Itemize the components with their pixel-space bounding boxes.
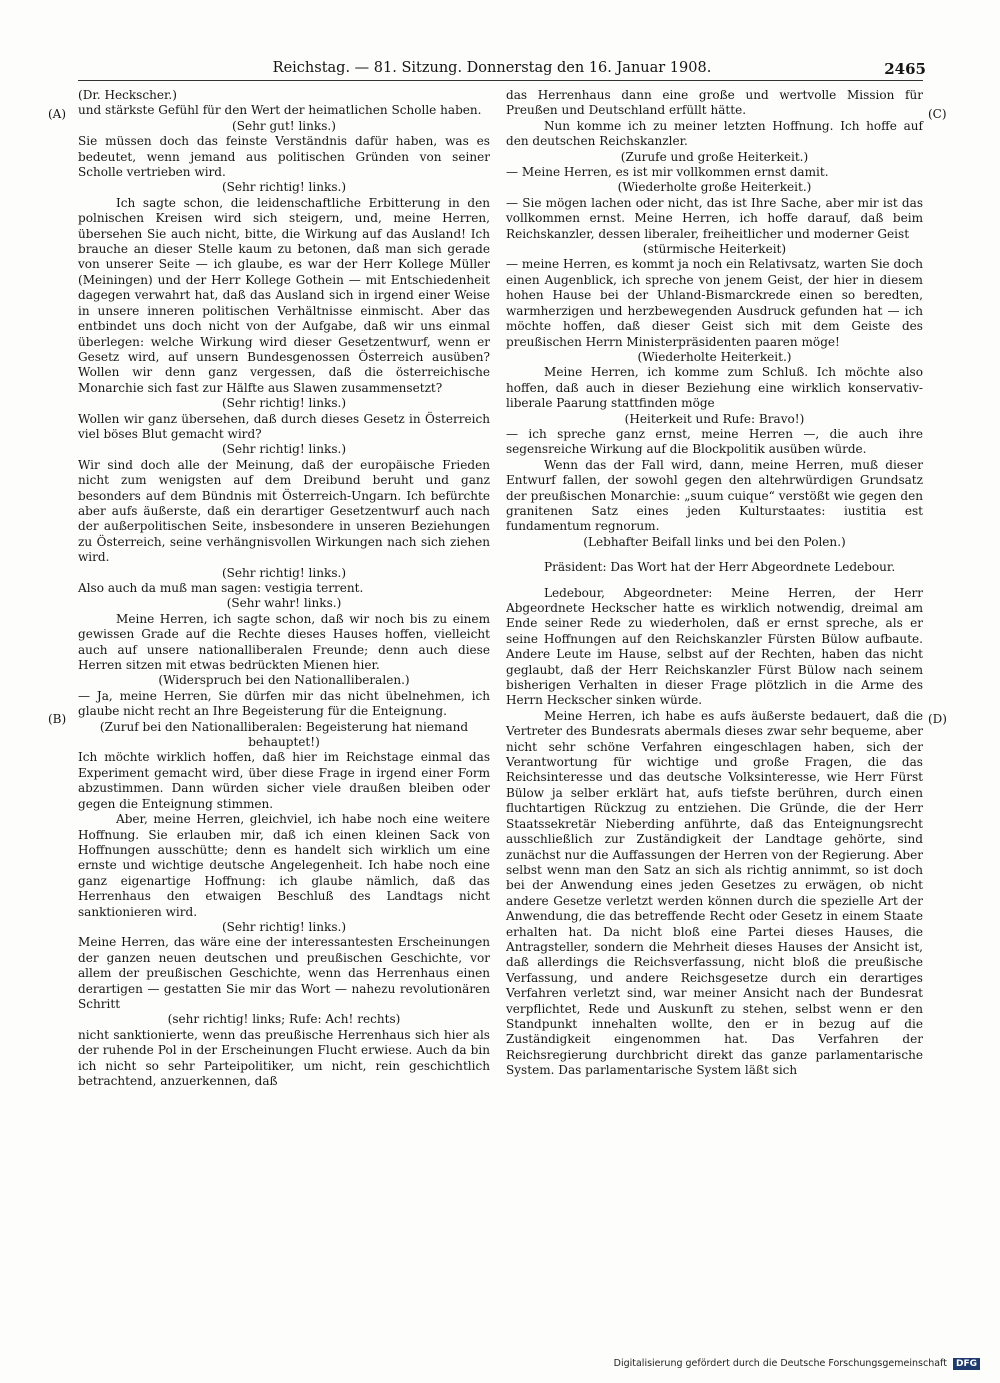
paragraph: Meine Herren, ich habe es aufs äußerste bedauert, daß die Vertreter des Bundesrats abermals dieses zwar sehr bequeme, aber nicht sehr schöne Verfahren eingeschlagen haben, sich der Verantwortung für wichtige und große Fragen, die das Reichsinteresse und das deutsche Volksinteresse, wie Herr Fürst Bülow ja selber erklärt hat, aufs tiefste berühren, durch einen fluchtartigen Rückzug zu entziehen. Die Gründe, die der Herr Staatssekretär Nieberding anführte, daß das Enteignungsrecht ausschließlich zur Zuständigkeit der Landtage gehörte, sind zunächst nur die Auffassungen der Herren von der Regierung. Aber selbst wenn man den Satz an sich als richtig annimmt, so ist doch bei der Anwendung eines jeden Gesetzes zu erwägen, ob nicht andere Gesetze verletzt werden können durch die spezielle Art der Anwendung, die das betreffende Recht oder Gesetz in einem Staate erhalten hat. Da nicht bloß eine Partei dieses Hauses, die Antragsteller, sondern die Mehrheit dieses Hauses der Ansicht ist, daß allerdings die Reichsverfassung, nicht bloß die preußische Verfassung, und andere Reichsgesetze durch ein derartiges Verfahren verletzt sind, war meiner Ansicht nach der Bundesrat verpflichtet, Rede und Auskunft zu stehen, selbst wenn er den Standpunkt innehalten wollte, den er in bezug auf die Zuständigkeit eingenommen hat. Das Verfahren der Reichsregierung durchbricht direkt das ganze parlamentarische System. Das parlamentarische System läßt sich [506, 708, 923, 1078]
interjection: (Sehr richtig! links.) [221, 442, 347, 457]
paragraph: — Sie mögen lachen oder nicht, das ist Ihre Sache, aber mir ist das vollkommen ernst. Meine Herren, ich hoffe darauf, daß beim Reichskanzler, dessen liberaler, freiheitlicher und moderner Geist [506, 195, 923, 241]
interjection: (Sehr richtig! links.) [221, 396, 347, 411]
paragraph: Meine Herren, das wäre eine der interessantesten Erscheinungen der ganzen neuen deutschen und preußischen Geschichte, vor allem der preußischen Geschichte, wenn das Herrenhaus einen derartigen — gestatten Sie mir das Wort — nahezu revolutionären Schritt [78, 935, 490, 1011]
footer-credit [614, 1358, 980, 1370]
speaker-continuation: (Dr. Heckscher.) [78, 88, 177, 102]
interjection: (Sehr wahr! links.) [226, 596, 342, 611]
paragraph: das Herrenhaus dann eine große und wertvolle Mission für Preußen und Deutschland erfüllt hätte. [506, 88, 923, 118]
right-column [506, 88, 923, 1079]
paragraph: Ich sagte schon, die leidenschaftliche Erbitterung in den polnischen Kreisen wird sich steigern, und, meine Herren, übersehen Sie auch nicht, bitte, die Wirkung auf das Ausland! Ich brauche an dieser Stelle kaum zu betonen, daß man sich gerade von unserer Seite — ich glaube, es war der Herr Kollege Müller (Meiningen) und der Herr Kollege Gothein — mit Entschiedenheit dagegen verwahrt hat, daß das Ausland sich in irgend einer Weise in unsere inneren politischen Verhältnisse einmischt. Aber das entbindet uns doch nicht von der Aufgabe, daß wir uns einmal überlegen: welche Wirkung wird dieser Gesetzentwurf, wenn er Gesetz wird, auf unsern Bundesgenossen Österreich ausüben? Wollen wir denn ganz vergessen, daß die österreichische Monarchie sich fast zur Hälfte aus Slawen zusammensetzt? [78, 195, 490, 395]
paragraph: nicht sanktionierte, wenn das preußische Herrenhaus sich hier als der ruhende Pol in der Erscheinungen Flucht erwiese. Auch da bin ich nicht so sehr Parteipolitiker, um nicht, rein geschichtlich betrachtend, anzuerkennen, daß [78, 1027, 490, 1088]
margin-marker-d: (D) [928, 712, 947, 726]
header-rule [78, 80, 923, 81]
margin-marker-b: (B) [48, 712, 67, 726]
paragraph: Nun komme ich zu meiner letzten Hoffnung. Ich hoffe auf den deutschen Reichskanzler. [506, 118, 923, 149]
page-number: 2465 [884, 60, 926, 78]
interjection: (Widerspruch bei den Nationalliberalen.) [158, 673, 410, 688]
interjection: (Sehr richtig! links.) [221, 919, 347, 934]
interjection: (sehr richtig! links; Rufe: Ach! rechts) [167, 1012, 401, 1027]
paragraph: Sie müssen doch das feinste Verständnis dafür haben, was es bedeutet, wenn jemand aus politischen Gründen von seiner Scholle vertrieben wird. [78, 134, 490, 180]
interjection: (Zurufe und große Heiterkeit.) [620, 149, 809, 164]
paragraph: Wenn das der Fall wird, dann, meine Herren, muß dieser Entwurf fallen, der sowohl gegen den altehrwürdigen Grundsatz der preußischen Monarchie: „suum cuique“ verstößt wie gegen den granitenen Satz eines jeden Kulturstaates: iustitia est fundamentum regnorum. [506, 457, 923, 534]
paragraph: Also auch da muß man sagen: vestigia terrent. [78, 581, 364, 595]
interjection: (Wiederholte Heiterkeit.) [637, 349, 792, 364]
paragraph: Aber, meine Herren, gleichviel, ich habe noch eine weitere Hoffnung. Sie erlauben mir, daß ich einen kleinen Sack von Hoffnungen ausschütte; denn es handelt sich wirklich um eine ernste und wichtige deutsche Angelegenheit. Ich habe noch eine ganz eigenartige Hoffnung: ich glaube nämlich, daß das Herrenhaus den etwaigen Beschluß des Landtags nicht sanktionieren wird. [78, 812, 490, 919]
speaker-paragraph: Ledebour, Abgeordneter: Meine Herren, der Herr Abgeordnete Heckscher hatte es wirklich notwendig, dreimal am Ende seiner Rede zu wiederholen, daß er ernst spreche, als er seine Hoffnungen auf den Reichskanzler Fürsten Bülow aufbaute. Andere Leute im Hause, selbst auf der Rechten, haben das nicht geglaubt, daß der Herr Reichskanzler Fürst Bülow nach seinem bisherigen Verhalten in dieser Frage plötzlich in die Arme des Herrn Heckscher sinken würde. [506, 585, 923, 708]
president-statement: Präsident: Das Wort hat der Herr Abgeordnete Ledebour. [544, 560, 896, 575]
interjection: (Sehr richtig! links.) [221, 565, 347, 580]
interjection: (Heiterkeit und Rufe: Bravo!) [624, 411, 805, 426]
paragraph: — Ja, meine Herren, Sie dürfen mir das nicht übelnehmen, ich glaube nicht recht an Ihre Begeisterung für die Enteignung. [78, 688, 490, 719]
paragraph: und stärkste Gefühl für den Wert der heimatlichen Scholle haben. [78, 103, 482, 118]
interjection: (stürmische Heiterkeit) [642, 242, 787, 257]
paragraph: Ich möchte wirklich hoffen, daß hier im Reichstage einmal das Experiment gemacht wird, über diese Frage in irgend einer Form abzustimmen. Dann würden sicher viele draußen bleiben oder gegen die Enteignung stimmen. [78, 750, 490, 811]
interjection: (Lebhafter Beifall links und bei den Polen.) [583, 534, 846, 549]
interjection: (Sehr richtig! links.) [221, 180, 347, 195]
interjection: (Sehr gut! links.) [232, 118, 336, 133]
paragraph: Wir sind doch alle der Meinung, daß der europäische Frieden nicht zum wenigsten auf dem Dreibund beruht und ganz besonders auf dem Bündnis mit Österreich-Ungarn. Ich befürchte aber aufs äußerste, daß ein derartiger Gesetzentwurf auch nach der außerpolitischen Seite, insbesondere in unseren Beziehungen zu Österreich, seine verhängnisvollen Wirkungen nach sich ziehen wird. [78, 457, 490, 565]
paragraph: — Meine Herren, es ist mir vollkommen ernst damit. [506, 165, 829, 180]
margin-marker-a: (A) [48, 107, 67, 121]
interjection: (Wiederholte große Heiterkeit.) [617, 180, 812, 195]
paragraph: Meine Herren, ich sagte schon, daß wir noch bis zu einem gewissen Grade auf die Rechte dieses Hauses hoffen, vielleicht auch auf unsere nationalliberalen Freunde; denn auch diese Herren sitzen mit etwas bedrückten Mienen hier. [78, 611, 490, 673]
footer-text: Digitalisierung gefördert durch die Deutsche Forschungsgemeinschaft [613, 1358, 947, 1369]
left-column [78, 88, 490, 1089]
margin-marker-c: (C) [928, 107, 947, 121]
paragraph: — meine Herren, es kommt ja noch ein Relativsatz, warten Sie doch einen Augenblick, ich spreche von jenem Geist, der hier in diesem hohen Hause bei der Uhland-Bismarckrede einen so beredten, warmherzigen und herzbewegenden Ausdruck gefunden hat — ich möchte hoffen, daß dieser Geist sich mit dem Geiste des preußischen Herrn Ministerpräsidenten paaren möge! [506, 257, 923, 349]
running-title: Reichstag. — 81. Sitzung. Donnerstag den 16. Januar 1908. [272, 60, 712, 76]
interjection: (Zuruf bei den Nationalliberalen: Begeisterung hat niemand behauptet!) [99, 719, 469, 750]
paragraph: — ich spreche ganz ernst, meine Herren —, die auch ihre segensreiche Wirkung auf die Blockpolitik ausüben würde. [506, 426, 923, 457]
paragraph: Meine Herren, ich komme zum Schluß. Ich möchte also hoffen, daß auch in dieser Beziehung eine wirklich konservativ-liberale Paarung stattfinden möge [506, 365, 923, 411]
paragraph: Wollen wir ganz übersehen, daß durch dieses Gesetz in Österreich viel böses Blut gemacht wird? [78, 411, 490, 441]
dfg-logo: DFG [953, 1358, 980, 1370]
